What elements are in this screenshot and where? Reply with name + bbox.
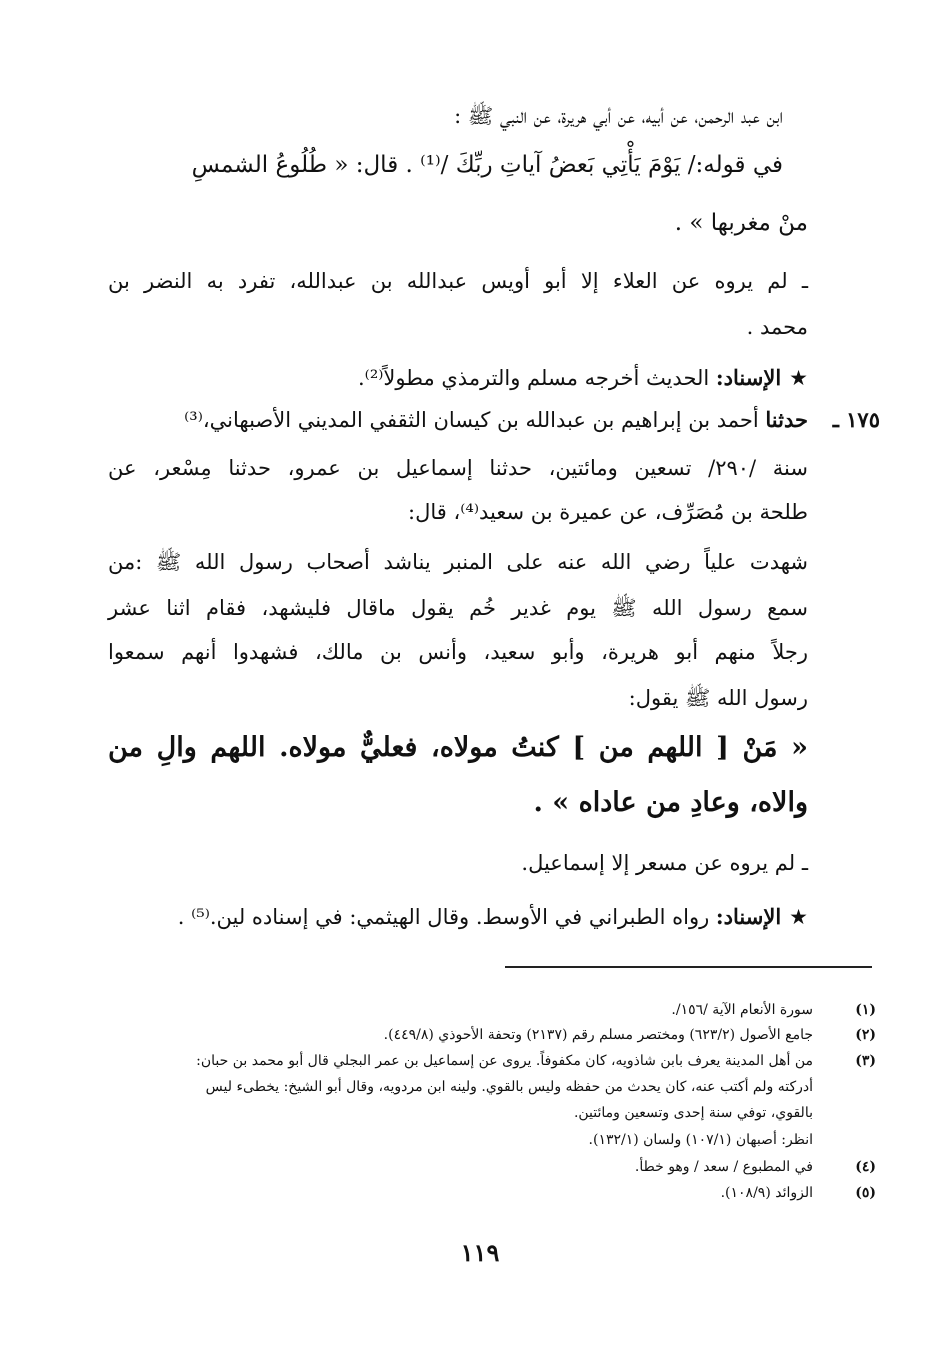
isnad-line	[178, 902, 808, 932]
isnad-text: رواه الطبراني في الأوسط. وقال الهيثمي: في إسناده لين.⁽⁵⁾ .	[177, 905, 710, 929]
text-line: محمد .	[746, 315, 808, 339]
footnote-number: (٢)	[855, 1027, 876, 1043]
text-line: طلحة بن مُصَرِّف، عن عميرة بن سعيد⁽⁴⁾، قال:	[408, 500, 808, 524]
footnote-text: في المطبوع / سعد / وهو خطأ.	[634, 1159, 813, 1175]
text-line: رسول الله ﷺ يقول:	[628, 686, 808, 710]
footnote-number: (١)	[855, 1002, 876, 1018]
isnad-label: الإسناد:	[715, 904, 782, 929]
page-number: ١١٩	[460, 1238, 500, 1267]
haddathana-label: حدثنا	[765, 407, 808, 432]
text-line: سنة /٢٩٠/ تسعين ومائتين، حدثنا إسماعيل بن عمرو، حدثنا مِسْعر، عن	[108, 456, 808, 480]
footnote-text: بالقوي، توفي سنة إحدى وتسعين ومائتين.	[573, 1105, 813, 1121]
footnote-divider	[505, 966, 872, 968]
footnote-text: جامع الأصول (٦٢٣/٢) ومختصر مسلم رقم (٢١٣٧) وتحفة الأحوذي (٤٤٩/٨).	[383, 1027, 813, 1043]
star-icon: ★	[789, 366, 808, 390]
text-line: ـ لم يروه عن العلاء إلا أبو أويس عبدالله بن عبدالله، تفرد به النضر بن	[108, 269, 808, 293]
star-icon: ★	[789, 905, 808, 929]
footnote-number: (٤)	[855, 1159, 876, 1175]
text-line: ـ لم يروه عن مسعر إلا إسماعيل.	[521, 851, 808, 875]
text-line: في قوله:/ يَوْمَ يَأْتِي بَعضُ آياتِ ربِّكَ /⁽¹⁾ . قال: « طُلُوعُ الشمسِ	[191, 152, 783, 178]
footnote-text: سورة الأنعام الآية /١٥٦/.	[671, 1002, 813, 1018]
text-line	[184, 405, 808, 435]
footnote-number: (٣)	[855, 1053, 876, 1069]
hadith-quote-line: والاه، وعادِ من عاداه » .	[533, 787, 808, 818]
text-line: شهدت علياً رضي الله عنه على المنبر يناشد أصحاب رسول الله ﷺ :من	[108, 550, 808, 574]
isnad-label: الإسناد:	[715, 365, 782, 390]
footnote-number: (٥)	[855, 1185, 876, 1201]
isnad-text: الحديث أخرجه مسلم والترمذي مطولاً⁽²⁾.	[357, 366, 710, 390]
text-line: رجلاً منهم أبو هريرة، وأبو سعيد، وأنس بن مالك، فشهدوا أنهم سمعوا	[108, 640, 808, 664]
hadith-quote-line: « مَنْ [ اللهم من ] كنتُ مولاه، فعليٌّ مولاه. اللهم والِ من	[108, 732, 808, 763]
text-line: ابن عبد الرحمن، عن أبيه، عن أبي هريرة، عن النبي ﷺ :	[454, 104, 783, 128]
chain-text: أحمد بن إبراهيم بن عبدالله بن كيسان الثقفي المديني الأصبهاني،⁽³⁾	[184, 408, 759, 432]
footnote-text: من أهل المدينة يعرف بابن شاذويه، كان مكفوفاً. يروى عن إسماعيل بن عمر البجلي قال أبو محمد بن حبان:	[196, 1053, 813, 1069]
text-line: منْ مغربها » .	[674, 210, 808, 236]
isnad-line	[358, 363, 808, 393]
text-line: سمع رسول الله ﷺ يوم غدير خُم يقول ماقال فليشهد، فقام اثنا عشر	[108, 596, 808, 620]
footnote-text: انظر: أصبهان (١٠٧/١) ولسان (١٣٢/١).	[588, 1132, 813, 1148]
footnote-text: الزوائد (١٠٨/٩).	[720, 1185, 813, 1201]
footnote-text: أدركته ولم أكتب عنه، كان يحدث من حفظه وليس بالقوي. ولينه ابن مردويه، وقال أبو الشيخ: يخطىء ليس	[205, 1079, 813, 1095]
hadith-number: ١٧٥ ـ	[832, 407, 880, 432]
